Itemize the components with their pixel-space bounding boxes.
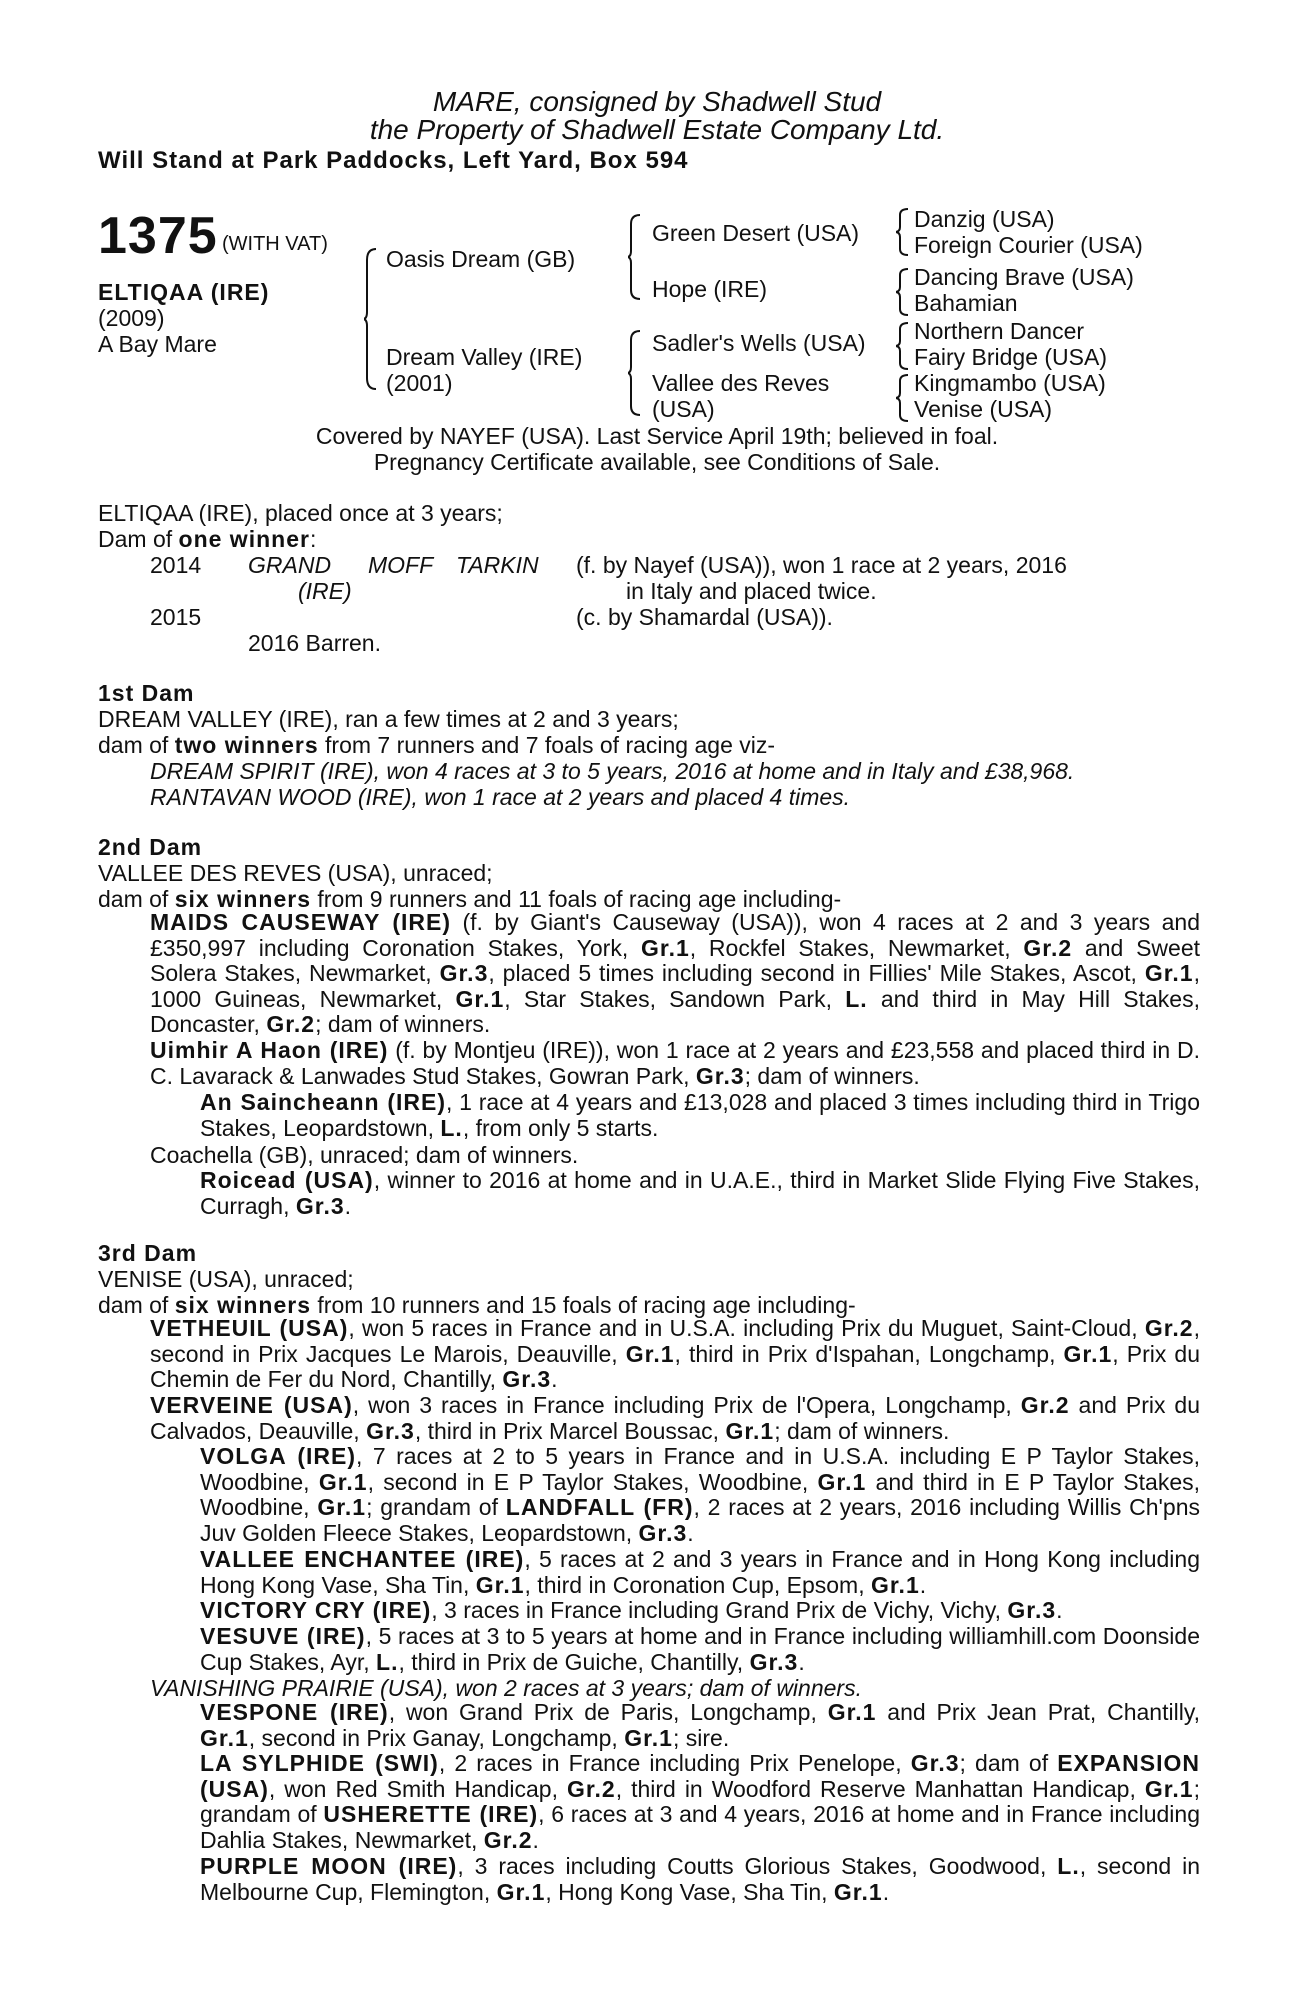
runner-name: PURPLE MOON (IRE)	[200, 1853, 458, 1879]
lot-number: 1375	[98, 207, 218, 265]
grade: Gr.3	[295, 1192, 345, 1219]
horse-description: A Bay Mare	[98, 331, 217, 357]
grade: Gr.2	[1144, 1315, 1194, 1341]
runner-name: EXPANSION (USA)	[200, 1750, 1200, 1802]
runner-text: .	[798, 1648, 805, 1675]
pedigree-ggp-3: Dancing Brave (USA)	[914, 264, 1134, 290]
runner-text: , winner to 2016 at home and in U.A.E., third in Market Slide Flying Five Stakes, Curragh,	[200, 1167, 1200, 1219]
runner-name: MAIDS CAUSEWAY (IRE)	[150, 909, 452, 935]
third-dam-entry-vesuve	[200, 1624, 1200, 1675]
pregnancy-certificate-line: Pregnancy Certificate available, see Conditions of Sale.	[373, 449, 941, 475]
grade: Gr.3	[749, 1648, 799, 1675]
runner-name: VERVEINE (USA)	[150, 1392, 353, 1418]
runner-text: , 6 races at 3 and 4 years, 2016 at home and in France including Dahlia Stakes, Newmarket,	[200, 1801, 1201, 1853]
second-dam-prefix: dam of	[98, 886, 175, 912]
covered-line: Covered by NAYEF (USA). Last Service April 19th; believed in foal.	[315, 423, 999, 449]
runner-text: ; dam of winners.	[744, 1062, 920, 1089]
grade: Gr.1	[827, 1699, 877, 1725]
second-dam-entry-uimhir-a-haon	[150, 1038, 1200, 1089]
second-dam-entry-maids-causeway	[150, 910, 1200, 1038]
runner-text: .	[551, 1366, 558, 1392]
runner-text: , 1000 Guineas, Newmarket,	[150, 960, 1200, 1012]
produce-2014-details: (f. by Nayef (USA)), won 1 race at 2 years, 2016	[576, 552, 1067, 578]
pedigree-bracket-main	[364, 248, 378, 390]
first-dam-runner-1: DREAM SPIRIT (IRE), won 4 races at 3 to 5 years, 2016 at home and in Italy and £38,968.	[150, 758, 1075, 784]
runner-text: , Prix du Chemin de Fer du Nord, Chantilly,	[150, 1340, 1200, 1392]
runner-text: (f. by Montjeu (IRE)), won 1 race at 2 years and £23,558 and placed third in D. C. Lavarack & Lanwades Stud Stakes, Gowran Park,	[150, 1037, 1200, 1089]
runner-text: ; dam of winners.	[315, 1011, 491, 1037]
third-dam-entry-victory-cry	[200, 1598, 1200, 1624]
grade: Gr.1	[1144, 1775, 1194, 1802]
runner-name: VALLEE ENCHANTEE (IRE)	[200, 1546, 525, 1572]
third-dam-entry-volga	[200, 1444, 1200, 1546]
third-dam-heading: 3rd Dam	[98, 1240, 198, 1266]
runner-text: ; dam of winners.	[774, 1417, 950, 1444]
pedigree-dam-sire: Sadler's Wells (USA)	[652, 330, 866, 356]
runner-text: , Rockfel Stakes, Newmarket,	[689, 934, 1024, 961]
grade: Gr.1	[817, 1468, 867, 1495]
runner-text: , Hong Kong Vase, Sha Tin,	[545, 1878, 834, 1905]
runner-text: , third in Woodford Reserve Manhattan Handicap,	[615, 1775, 1145, 1802]
third-dam-prefix: dam of	[98, 1292, 175, 1318]
third-dam-entry-vanishing-prairie: VANISHING PRAIRIE (USA), won 2 races at 3 years; dam of winners.	[150, 1675, 862, 1701]
runner-text: and Sweet Solera Stakes, Newmarket,	[150, 934, 1200, 986]
runner-text: , third in Prix d'Ispahan, Longchamp,	[674, 1340, 1064, 1367]
grade: Gr.1	[1063, 1340, 1113, 1367]
grade: L.	[1057, 1853, 1080, 1879]
runner-text: , 1 race at 4 years and £13,028 and placed 3 times including third in Trigo Stakes, Leopardstown,	[200, 1089, 1200, 1141]
runner-name: LA SYLPHIDE (SWI)	[200, 1750, 439, 1776]
runner-text: .	[687, 1519, 694, 1546]
grade: Gr.1	[641, 934, 690, 961]
pedigree-dam-dam: Vallee des Reves	[652, 370, 830, 396]
produce-name-moff: MOFF	[368, 552, 434, 578]
grade: Gr.1	[317, 1494, 367, 1520]
runner-text: , 2 races in France including Prix Penelope,	[438, 1750, 911, 1776]
runner-text: , third in Coronation Cup, Epsom,	[524, 1571, 871, 1598]
header-line-property: the Property of Shadwell Estate Company Ltd.	[369, 114, 945, 145]
pedigree-ggp-7: Kingmambo (USA)	[914, 370, 1106, 396]
second-dam-entry-an-saincheann	[200, 1090, 1200, 1141]
horse-year: (2009)	[98, 305, 165, 331]
runner-text: , 7 races at 2 to 5 years in France and in U.S.A. including E P Taylor Stakes, Woodbine,	[200, 1443, 1200, 1495]
runner-name: VESUVE (IRE)	[200, 1623, 366, 1649]
pedigree-dam-dam-country: (USA)	[652, 396, 715, 422]
second-dam-heading: 2nd Dam	[98, 834, 203, 860]
produce-intro: ELTIQAA (IRE), placed once at 3 years;	[98, 500, 503, 526]
runner-text: .	[882, 1878, 890, 1905]
grade: Gr.2	[483, 1826, 533, 1853]
lot-vat: (WITH VAT)	[222, 233, 328, 255]
header-line-location: Will Stand at Park Paddocks, Left Yard, Box 594	[98, 147, 689, 174]
runner-text: , placed 5 times including second in Fillies' Mile Stakes, Ascot,	[488, 960, 1145, 986]
grade: Gr.1	[318, 1468, 368, 1495]
grade: Gr.1	[475, 1571, 525, 1598]
runner-text: and Prix du Calvados, Deauville,	[150, 1392, 1201, 1444]
pedigree-ggp-4: Bahamian	[914, 290, 1018, 316]
runner-text: , 2 races at 2 years, 2016 including Willis Ch'pns Juv Golden Fleece Stakes, Leopardstown,	[200, 1494, 1200, 1546]
third-dam-entry-vetheuil	[150, 1316, 1200, 1393]
produce-2015-details: (c. by Shamardal (USA)).	[576, 604, 833, 630]
runner-text: and third in May Hill Stakes, Doncaster,	[150, 985, 1200, 1037]
produce-year-2014: 2014	[150, 552, 202, 578]
grade: Gr.2	[566, 1775, 616, 1802]
produce-2016-barren: 2016 Barren.	[248, 630, 381, 656]
grade: Gr.3	[910, 1750, 960, 1776]
grade: Gr.1	[200, 1724, 249, 1751]
third-dam-suffix: from 10 runners and 15 foals of racing age including-	[311, 1292, 856, 1318]
third-dam-entry-purple-moon	[200, 1854, 1200, 1905]
runner-text: ; grandam of	[200, 1775, 1200, 1827]
runner-name: VOLGA (IRE)	[200, 1443, 357, 1469]
third-dam-line: VENISE (USA), unraced;	[98, 1266, 354, 1292]
third-dam-entry-la-sylphide	[200, 1751, 1200, 1853]
produce-name-tarkin: TARKIN	[456, 552, 539, 578]
runner-name: Roicead (USA)	[200, 1167, 374, 1193]
grade: Gr.2	[1020, 1392, 1070, 1418]
grade: Gr.1	[624, 1724, 673, 1751]
produce-name-grand: GRAND	[248, 552, 332, 578]
runner-name: VETHEUIL (USA)	[150, 1315, 349, 1341]
runner-text: .	[532, 1826, 539, 1853]
first-dam-prefix: dam of	[98, 732, 175, 758]
grade: Gr.3	[439, 960, 489, 986]
second-dam-entry-roicead	[200, 1168, 1200, 1219]
pedigree-ggp-1: Danzig (USA)	[914, 206, 1055, 232]
grade: Gr.1	[496, 1878, 546, 1905]
runner-text: , 3 races in France including Grand Prix de Vichy, Vichy,	[431, 1597, 1008, 1623]
runner-text: , 5 races at 2 and 3 years in France and in Hong Kong including Hong Kong Vase, Sha Tin,	[200, 1546, 1200, 1598]
produce-year-2015: 2015	[150, 604, 202, 630]
pedigree-sire: Oasis Dream (GB)	[386, 246, 576, 272]
runner-text: , second in E P Taylor Stakes, Woodbine,	[367, 1468, 818, 1495]
runner-text: ; grandam of	[366, 1494, 506, 1520]
runner-text: and third in E P Taylor Stakes, Woodbine,	[200, 1468, 1201, 1520]
second-dam-entry-coachella: Coachella (GB), unraced; dam of winners.	[150, 1142, 579, 1168]
header-line-consignor: MARE, consigned by Shadwell Stud	[432, 86, 882, 117]
pedigree-dam: Dream Valley (IRE)	[386, 344, 583, 370]
second-dam-winner-count: six winners	[174, 886, 311, 912]
third-dam-entry-verveine	[150, 1393, 1200, 1444]
grade: L.	[376, 1648, 399, 1675]
first-dam-winners-line	[98, 732, 775, 758]
grade: Gr.2	[266, 1011, 316, 1037]
third-dam-winner-count: six winners	[174, 1292, 311, 1318]
produce-winner-count: one winner	[178, 526, 310, 552]
runner-text: , from only 5 starts.	[462, 1114, 659, 1141]
grade: Gr.3	[695, 1062, 745, 1089]
runner-name: VESPONE (IRE)	[200, 1699, 389, 1725]
pedigree-bracket-ggp1	[896, 208, 910, 256]
runner-text: , second in Prix Jacques Le Marois, Deauville,	[150, 1315, 1200, 1367]
runner-text: , 5 races at 3 to 5 years at home and in France including williamhill.com Doonside Cup Stakes, Ayr,	[200, 1623, 1200, 1675]
produce-dam-of	[98, 526, 316, 552]
grade: Gr.3	[1007, 1597, 1057, 1623]
second-dam-line: VALLEE DES REVES (USA), unraced;	[98, 860, 493, 886]
pedigree-ggp-6: Fairy Bridge (USA)	[914, 344, 1107, 370]
grade: L.	[440, 1114, 463, 1141]
pedigree-bracket-ggp3	[896, 322, 910, 370]
grade: L.	[845, 985, 868, 1012]
grade: Gr.3	[502, 1366, 552, 1392]
grade: Gr.1	[1144, 960, 1194, 986]
runner-name: Uimhir A Haon (IRE)	[150, 1037, 389, 1063]
runner-text: (f. by Giant's Causeway (USA)), won 4 races at 2 and 3 years and £350,997 including Coronation Stakes, York,	[150, 909, 1200, 961]
runner-text: , second in Prix Ganay, Longchamp,	[248, 1724, 625, 1751]
first-dam-line: DREAM VALLEY (IRE), ran a few times at 2 and 3 years;	[98, 706, 679, 732]
runner-text: , won 3 races in France including Prix de l'Opera, Longchamp,	[352, 1392, 1021, 1418]
produce-dam-of-prefix: Dam of	[98, 526, 179, 552]
pedigree-bracket-ggp4	[896, 374, 910, 422]
runner-text: ; dam of	[959, 1750, 1058, 1776]
grade: Gr.2	[1023, 934, 1073, 961]
second-dam-suffix: from 9 runners and 11 foals of racing age including-	[311, 886, 842, 912]
runner-name: An Saincheann (IRE)	[200, 1089, 446, 1115]
grade: Gr.1	[625, 1340, 675, 1367]
pedigree-sire-dam: Hope (IRE)	[652, 276, 768, 302]
produce-2014-details-cont: in Italy and placed twice.	[626, 578, 877, 604]
grade: Gr.1	[455, 985, 505, 1012]
runner-text: , 3 races including Coutts Glorious Stakes, Goodwood,	[457, 1853, 1058, 1879]
runner-text: , won Red Smith Handicap,	[268, 1775, 567, 1802]
runner-text: , won 5 races in France and in U.S.A. including Prix du Muguet, Saint-Cloud,	[348, 1315, 1145, 1341]
third-dam-entry-vallee-enchantee	[200, 1547, 1200, 1598]
pedigree-ggp-8: Venise (USA)	[914, 396, 1053, 422]
runner-text: , Star Stakes, Sandown Park,	[504, 985, 846, 1012]
runner-text: .	[1056, 1597, 1063, 1623]
runner-name: VICTORY CRY (IRE)	[200, 1597, 432, 1623]
first-dam-suffix: from 7 runners and 7 foals of racing age viz-	[318, 732, 776, 758]
produce-dam-of-suffix: :	[309, 526, 317, 552]
pedigree-sire-sire: Green Desert (USA)	[652, 220, 860, 246]
runner-text: , second in Melbourne Cup, Flemington,	[200, 1853, 1201, 1905]
first-dam-runner-2: RANTAVAN WOOD (IRE), won 1 race at 2 years and placed 4 times.	[150, 784, 851, 810]
produce-name-country: (IRE)	[298, 578, 352, 604]
pedigree-bracket-ggp2	[896, 268, 910, 316]
pedigree-bracket-sire	[628, 214, 642, 300]
grade: Gr.3	[366, 1417, 415, 1444]
grade: Gr.3	[638, 1519, 688, 1546]
first-dam-heading: 1st Dam	[98, 680, 195, 706]
pedigree-bracket-dam	[628, 330, 642, 416]
runner-text: , third in Prix Marcel Boussac,	[414, 1417, 726, 1444]
runner-name: USHERETTE (IRE)	[323, 1801, 539, 1827]
runner-text: .	[344, 1192, 352, 1219]
grade: Gr.1	[833, 1878, 883, 1905]
third-dam-entry-vespone	[200, 1700, 1200, 1751]
grade: Gr.1	[870, 1571, 920, 1598]
pedigree-ggp-2: Foreign Courier (USA)	[914, 232, 1143, 258]
grade: Gr.1	[725, 1417, 775, 1444]
runner-text: , won Grand Prix de Paris, Longchamp,	[388, 1699, 828, 1725]
runner-text: ; sire.	[672, 1724, 730, 1751]
runner-text: .	[919, 1571, 927, 1598]
pedigree-ggp-5: Northern Dancer	[914, 318, 1085, 344]
first-dam-winner-count: two winners	[174, 732, 319, 758]
horse-name: ELTIQAA (IRE)	[98, 279, 270, 305]
runner-text: , third in Prix de Guiche, Chantilly,	[398, 1648, 750, 1675]
runner-text: and Prix Jean Prat, Chantilly,	[876, 1699, 1200, 1725]
runner-name: LANDFALL (FR)	[505, 1494, 694, 1520]
pedigree-dam-year: (2001)	[386, 370, 453, 396]
